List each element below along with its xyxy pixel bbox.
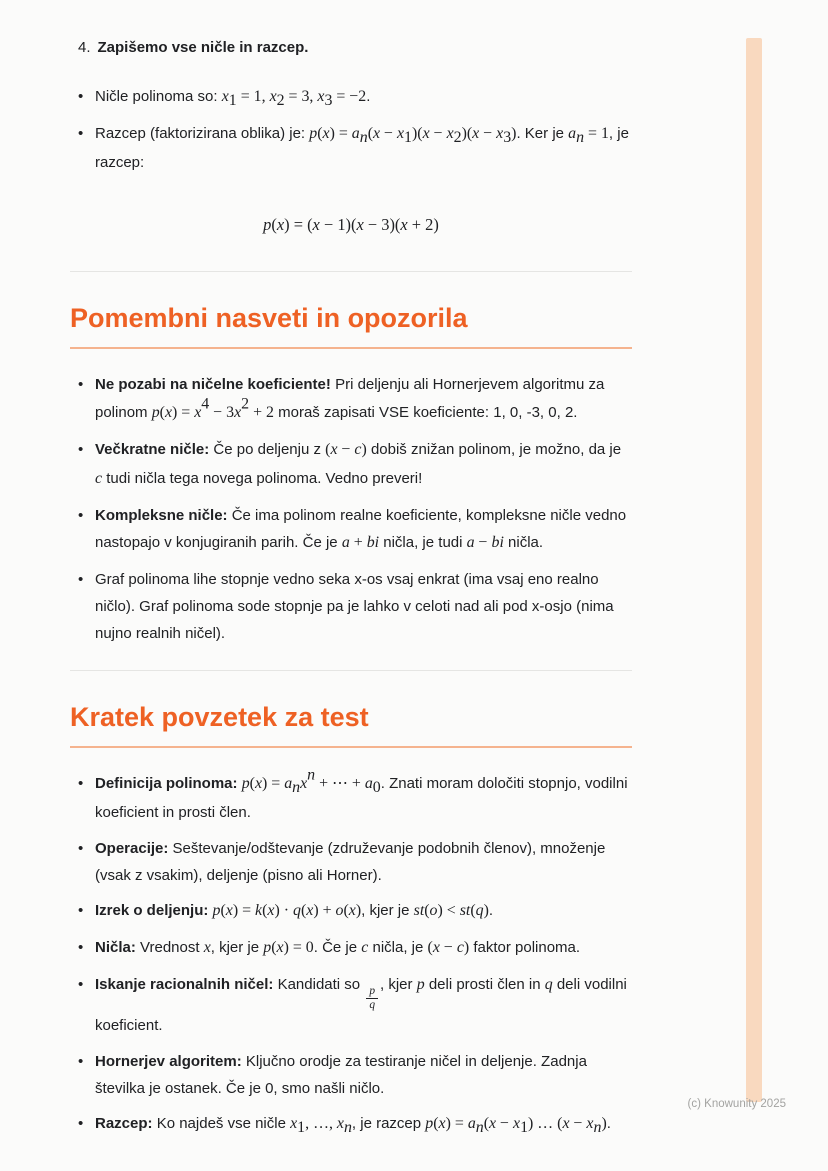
math-subscript: 1 xyxy=(520,1119,529,1137)
math-run: x xyxy=(396,125,405,143)
text-run: Ničla: xyxy=(95,939,136,957)
footer-credit: (c) Knowunity 2025 xyxy=(687,1098,786,1110)
step-bullet-list xyxy=(70,83,632,176)
math-run: x xyxy=(446,125,454,143)
text-run: Večkratne ničle: xyxy=(95,440,210,458)
text-run: deli prosti člen in xyxy=(424,976,545,994)
math-run: c xyxy=(361,939,369,957)
text-run: Pri deljenju ali Hornerjevem algoritmu za polinom xyxy=(95,376,605,421)
math-subscript: n xyxy=(359,129,368,147)
list-item xyxy=(70,835,632,890)
math-run: ) + xyxy=(313,902,336,920)
math-run: ) = xyxy=(329,125,352,143)
math-run: )( xyxy=(461,125,473,143)
step-number: 4. xyxy=(78,39,91,56)
text-run: Ničle polinoma so: xyxy=(95,88,222,106)
text-run: . xyxy=(488,902,494,920)
math-run: ) = 0 xyxy=(283,939,314,957)
tips-bullet-list xyxy=(70,371,632,647)
math-run: x xyxy=(400,215,408,235)
math-run: ( xyxy=(271,215,277,235)
math-run: ( xyxy=(249,775,255,793)
math-run: bi xyxy=(366,533,380,551)
math-run: p xyxy=(425,1115,434,1133)
math-run: − xyxy=(439,939,457,957)
math-run: x xyxy=(356,215,364,235)
math-run: − xyxy=(496,1115,513,1133)
math-run: ( xyxy=(271,939,277,957)
math-run: x xyxy=(489,1115,497,1133)
step-4-section xyxy=(70,34,632,241)
math-run: p xyxy=(241,775,250,793)
math-run: ( xyxy=(433,1115,439,1133)
text-run: . xyxy=(366,88,371,106)
math-run: o xyxy=(335,902,344,920)
math-run: o xyxy=(429,902,438,920)
math-run: x xyxy=(276,215,285,235)
list-item xyxy=(70,971,632,1040)
math-run: ( xyxy=(325,440,331,458)
list-item xyxy=(70,897,632,926)
list-item xyxy=(70,120,632,176)
section-divider xyxy=(70,670,632,671)
list-item xyxy=(70,1048,632,1103)
text-run: Razcep (faktorizirana oblika) je: xyxy=(95,125,310,143)
math-run: ) · xyxy=(274,902,293,920)
math-run: ( xyxy=(424,902,430,920)
list-item xyxy=(70,502,632,558)
math-run: − xyxy=(569,1115,587,1133)
math-subscript: 1 xyxy=(297,1119,306,1137)
summary-bullet-list xyxy=(70,766,632,1139)
math-run: x xyxy=(225,902,233,920)
list-item xyxy=(70,1110,632,1139)
math-subscript: n xyxy=(475,1119,484,1137)
step-title xyxy=(70,34,632,61)
math-run: ( xyxy=(220,902,226,920)
math-run: − xyxy=(380,125,397,143)
list-item xyxy=(70,371,632,427)
math-run: x xyxy=(290,1115,298,1133)
text-run: Razcep: xyxy=(95,1115,153,1133)
math-run: − 3 xyxy=(209,403,235,421)
math-run: x xyxy=(472,125,480,143)
math-run: x xyxy=(496,125,504,143)
math-run: x xyxy=(317,88,325,106)
math-run: x xyxy=(562,1115,570,1133)
math-subscript: n xyxy=(292,779,301,797)
math-run: x xyxy=(586,1115,594,1133)
math-run: a xyxy=(284,775,293,793)
math-run: p xyxy=(309,125,318,143)
section-heading-summary: Kratek povzetek za test xyxy=(70,701,632,749)
math-run: = 1, xyxy=(236,88,270,106)
list-item xyxy=(70,83,632,112)
math-run: st xyxy=(413,902,425,920)
math-run: x xyxy=(348,902,356,920)
text-run: tudi ničla tega novega polinoma. Vedno preveri! xyxy=(102,469,423,487)
math-run: ( xyxy=(470,902,476,920)
math-run: ( xyxy=(483,1115,490,1133)
math-run: x xyxy=(276,939,284,957)
math-subscript: 2 xyxy=(276,92,285,110)
math-run: x xyxy=(336,1115,344,1133)
math-subscript: n xyxy=(576,129,585,147)
math-run: x xyxy=(322,125,330,143)
math-run: ( xyxy=(427,939,433,957)
math-run: ) = xyxy=(262,775,285,793)
math-run: p xyxy=(151,403,160,421)
text-run: ničla. xyxy=(503,533,544,551)
math-run: x xyxy=(306,902,314,920)
math-run: x xyxy=(269,88,277,106)
math-run: p xyxy=(416,976,425,994)
text-run: Kandidati so xyxy=(273,976,365,994)
text-run: . Ker je xyxy=(516,125,569,143)
math-run: x xyxy=(234,403,242,421)
math-run: p xyxy=(263,939,272,957)
math-run: x xyxy=(164,403,173,421)
text-run: . Znati moram določiti stopnjo, vodilni koeficient in prosti člen. xyxy=(95,775,628,822)
math-run: ) = ( xyxy=(284,215,313,235)
summary-section xyxy=(70,701,632,1140)
text-run: Ko najdeš vse ničle xyxy=(152,1115,291,1133)
list-item xyxy=(70,436,632,494)
math-run: p xyxy=(212,902,221,920)
math-run: ( xyxy=(367,125,373,143)
math-run: ) xyxy=(463,939,470,957)
text-run: Iskanje racionalnih ničel: xyxy=(95,976,274,994)
text-run: , kjer xyxy=(380,976,417,994)
text-run: . Če je xyxy=(313,939,362,957)
math-run: ( xyxy=(343,902,349,920)
math-run: − xyxy=(429,125,447,143)
math-run: ) xyxy=(511,125,517,143)
text-run: Če po deljenju z xyxy=(209,440,326,458)
text-run: , kjer je xyxy=(361,902,414,920)
math-run: x xyxy=(422,125,430,143)
math-run: = 3, xyxy=(284,88,318,106)
math-run: q xyxy=(475,902,484,920)
math-superscript: 4 xyxy=(201,394,210,412)
math-run: x xyxy=(203,939,211,957)
math-run: − 3)( xyxy=(363,215,401,235)
math-subscript: 3 xyxy=(324,92,333,110)
math-run: + ⋯ + xyxy=(315,775,365,793)
text-run: Definicija polinoma: xyxy=(95,775,238,793)
math-subscript: 1 xyxy=(404,129,412,147)
section-heading-tips: Pomembni nasveti in opozorila xyxy=(70,302,632,350)
math-run: c xyxy=(456,939,464,957)
math-run: = −2 xyxy=(332,88,367,106)
math-run: st xyxy=(459,902,471,920)
text-run: . xyxy=(606,1115,611,1133)
text-run: Ne pozabi na ničelne koeficiente! xyxy=(95,376,331,394)
math-run: a xyxy=(568,125,577,143)
math-run: a xyxy=(364,775,373,793)
math-run: bi xyxy=(491,533,504,551)
math-subscript: 3 xyxy=(503,129,512,147)
math-subscript: n xyxy=(593,1119,602,1137)
math-run: x xyxy=(513,1115,521,1133)
text-run: Kompleksne ničle: xyxy=(95,506,228,524)
math-run: x xyxy=(221,88,229,106)
section-divider xyxy=(70,271,632,272)
math-run: ) = xyxy=(172,403,195,421)
text-run: ničla, je tudi xyxy=(379,533,467,551)
math-run: ) = xyxy=(445,1115,468,1133)
math-run: + 2) xyxy=(407,215,439,235)
math-run: ( xyxy=(262,902,268,920)
math-run: ) xyxy=(483,902,489,920)
math-run: ) … ( xyxy=(528,1115,563,1133)
math-run: a xyxy=(351,125,360,143)
math-run: − xyxy=(337,440,355,458)
math-run: x xyxy=(254,775,262,793)
text-run: Operacije: xyxy=(95,839,169,857)
math-run: q xyxy=(544,976,553,994)
math-run: = 1 xyxy=(584,125,609,143)
math-run: ) < xyxy=(437,902,460,920)
math-run: q xyxy=(293,902,301,920)
text-run: Hornerjev algoritem: xyxy=(95,1052,242,1070)
list-item xyxy=(70,934,632,963)
math-run: x xyxy=(432,939,440,957)
math-run: a xyxy=(467,1115,476,1133)
math-run: a xyxy=(341,533,350,551)
text-run: moraš zapisati VSE koeficiente: 1, 0, -3, 0, 2. xyxy=(273,403,578,421)
math-run: + 2 xyxy=(249,403,274,421)
text-run: Vrednost xyxy=(135,939,204,957)
math-superscript: 2 xyxy=(241,394,250,412)
list-item xyxy=(70,566,632,648)
text-run: Graf polinoma lihe stopnje vedno seka x-os vsaj enkrat (ima vsaj eno realno ničlo). Graf polinoma sode stopnje pa je lahko v celoti nad ali pod x-osjo (nima nujno realnih ničel). xyxy=(95,570,614,643)
math-run: x xyxy=(194,403,202,421)
math-run: ( xyxy=(159,403,165,421)
text-run: Izrek o deljenju: xyxy=(95,902,209,920)
math-superscript: n xyxy=(307,766,316,784)
math-run: c xyxy=(354,440,362,458)
math-subscript: 0 xyxy=(372,779,381,797)
math-run: k xyxy=(255,902,263,920)
text-run: deli vodilni koeficient. xyxy=(95,976,627,1035)
text-run: Če ima polinom realne koeficiente, kompleksne ničle vedno nastopajo v konjugiranih parih. Če je xyxy=(95,506,627,551)
math-run: ) xyxy=(601,1115,607,1133)
math-run: x xyxy=(312,215,320,235)
math-run: x xyxy=(372,125,381,143)
math-run: − xyxy=(474,533,492,551)
list-item xyxy=(70,766,632,826)
math-run: x xyxy=(267,902,275,920)
math-run: − 1)( xyxy=(319,215,357,235)
text-run: dobiš znižan polinom, je možno, da je xyxy=(366,440,622,458)
text-run: Seštevanje/odštevanje (združevanje podobnih členov), množenje (vsak z vsakim), deljenje (pisno ali Horner). xyxy=(95,839,606,884)
math-run: ) xyxy=(361,440,367,458)
math-run: ( xyxy=(300,902,307,920)
text-run: , je razcep: xyxy=(95,125,629,172)
tips-section xyxy=(70,302,632,648)
math-run: x xyxy=(438,1115,446,1133)
math-run: x xyxy=(330,440,338,458)
math-subscript: 2 xyxy=(453,129,462,147)
math-run: ( xyxy=(317,125,323,143)
math-run: )( xyxy=(411,125,423,143)
text-run: , kjer je xyxy=(210,939,264,957)
math-run: c xyxy=(95,469,103,487)
math-run: a xyxy=(466,533,475,551)
math-subscript: n xyxy=(343,1119,352,1137)
math-run: p xyxy=(263,215,272,235)
math-run: x xyxy=(300,775,308,793)
math-run: , …, xyxy=(305,1115,337,1133)
step-title-text: Zapišemo vse ničle in razcep. xyxy=(97,39,309,56)
math-fraction: $\frac{p}{q}$ xyxy=(366,985,378,1012)
math-run: − xyxy=(479,125,497,143)
equation-display xyxy=(70,210,632,240)
math-subscript: 1 xyxy=(228,92,237,110)
text-run: faktor polinoma. xyxy=(469,939,581,957)
text-run: , je razcep xyxy=(351,1115,426,1133)
math-run: ) = xyxy=(232,902,256,920)
math-run: ) xyxy=(355,902,362,920)
text-run: Ključno orodje za testiranje ničel in deljenje. Zadnja številka je ostanek. Če je 0, smo našli ničlo. xyxy=(95,1052,587,1098)
text-run: ničla, je xyxy=(368,939,428,957)
math-run: + xyxy=(349,533,367,551)
